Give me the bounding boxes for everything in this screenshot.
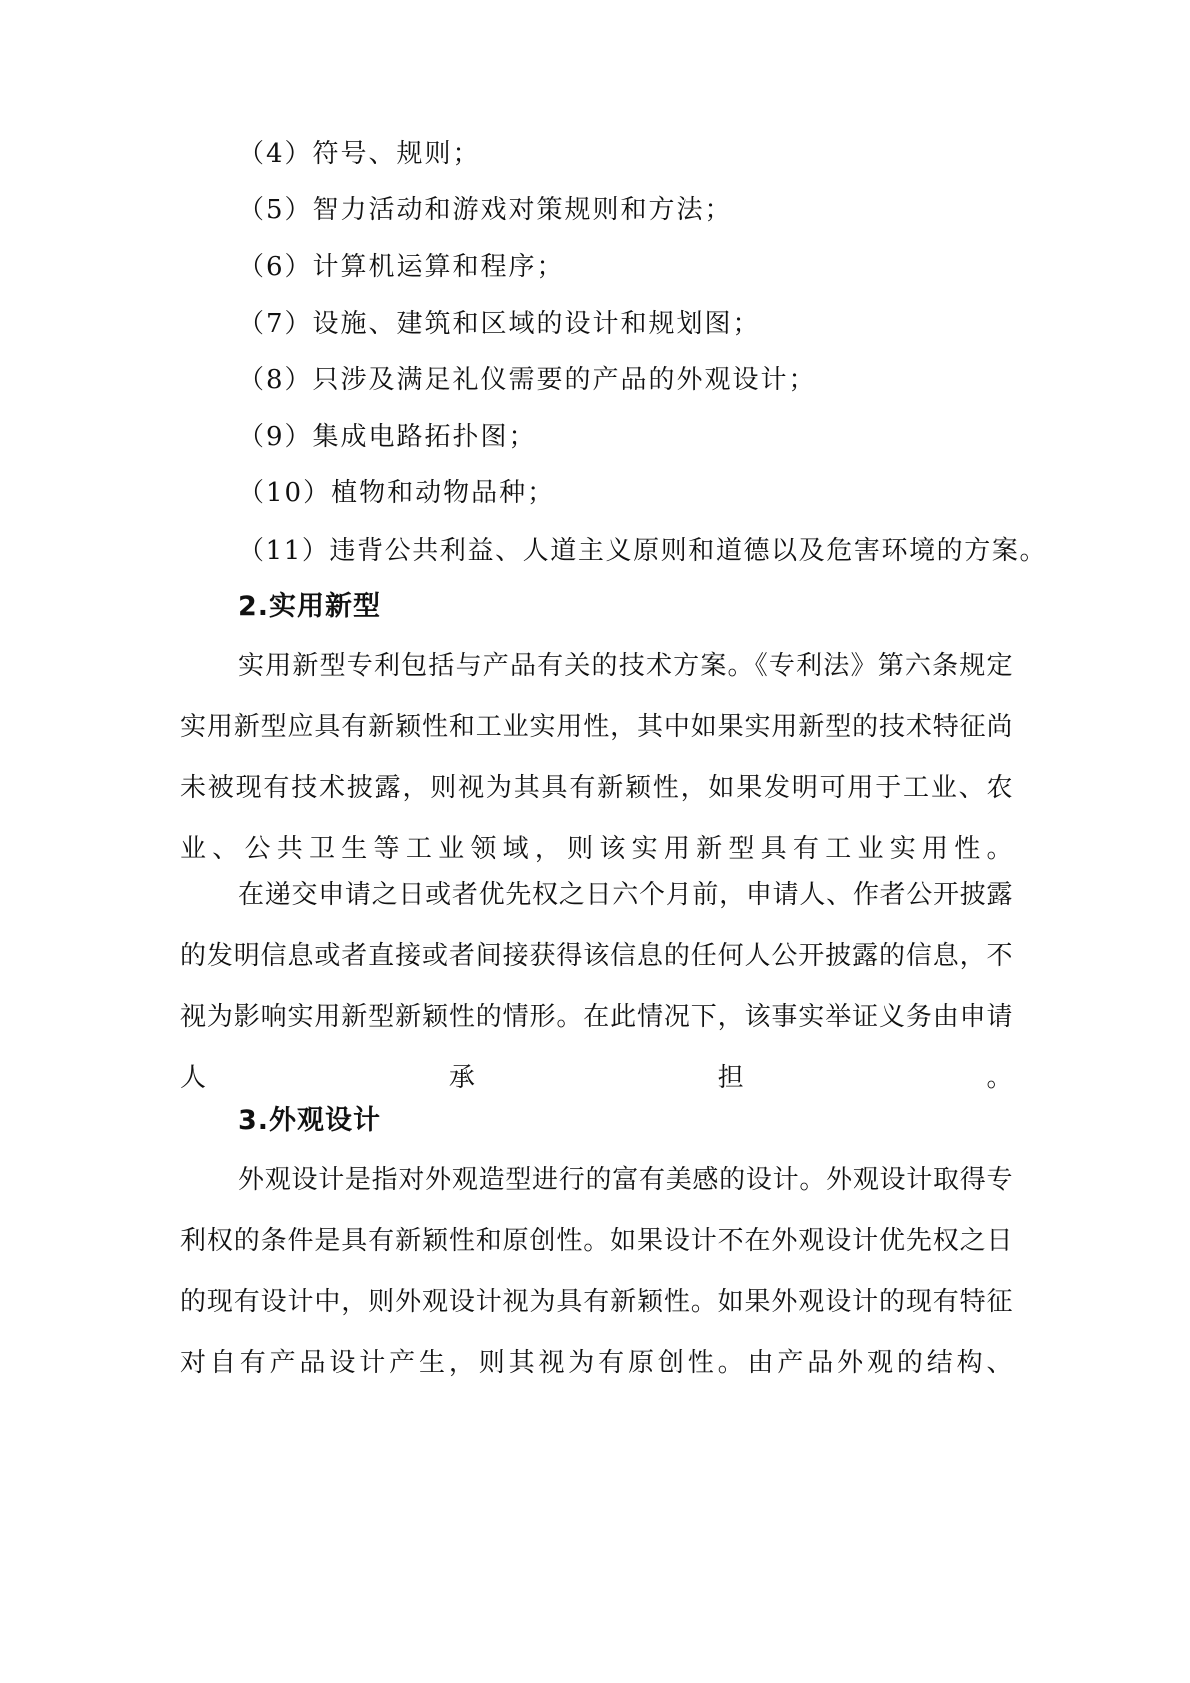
section-heading-utility-model: 2.实用新型 [238, 591, 382, 622]
paragraph-design-definition: 外观设计是指对外观造型进行的富有美感的设计。外观设计取得专利权的条件是具有新颖性和原创性。如果设计不在外观设计优先权之日的现有设计中，则外观设计视为具有新颖性。如果外观设计的现有特征对自有产品设计产生，则其视为有原创性。由产品外观的结构、 [180, 1165, 1013, 1378]
list-item: （5）智力活动和游戏对策规则和方法； [238, 195, 733, 225]
paragraph-novelty-grace-period: 在递交申请之日或者优先权之日六个月前，申请人、作者公开披露的发明信息或者直接或者间接获得该信息的任何人公开披露的信息，不视为影响实用新型新颖性的情形。在此情况下，该事实举证义务由申请人承担。 [180, 880, 1013, 1093]
list-item: （6）计算机运算和程序； [238, 252, 565, 282]
list-item: （11）违背公共利益、人道主义原则和道德以及危害环境的方案。 [238, 536, 1048, 566]
list-item: （9）集成电路拓扑图； [238, 422, 537, 452]
list-item: （7）设施、建筑和区域的设计和规划图； [238, 309, 761, 339]
section-heading-design: 3.外观设计 [238, 1105, 382, 1136]
list-item: （8）只涉及满足礼仪需要的产品的外观设计； [238, 365, 817, 395]
list-item: （10）植物和动物品种； [238, 478, 556, 508]
paragraph-utility-model-definition: 实用新型专利包括与产品有关的技术方案。《专利法》第六条规定实用新型应具有新颖性和工业实用性，其中如果实用新型的技术特征尚未被现有技术披露，则视为其具有新颖性，如果发明可用于工业、农业、公共卫生等工业领域，则该实用新型具有工业实用性。 [180, 651, 1013, 864]
list-item: （4）符号、规则； [238, 139, 481, 169]
